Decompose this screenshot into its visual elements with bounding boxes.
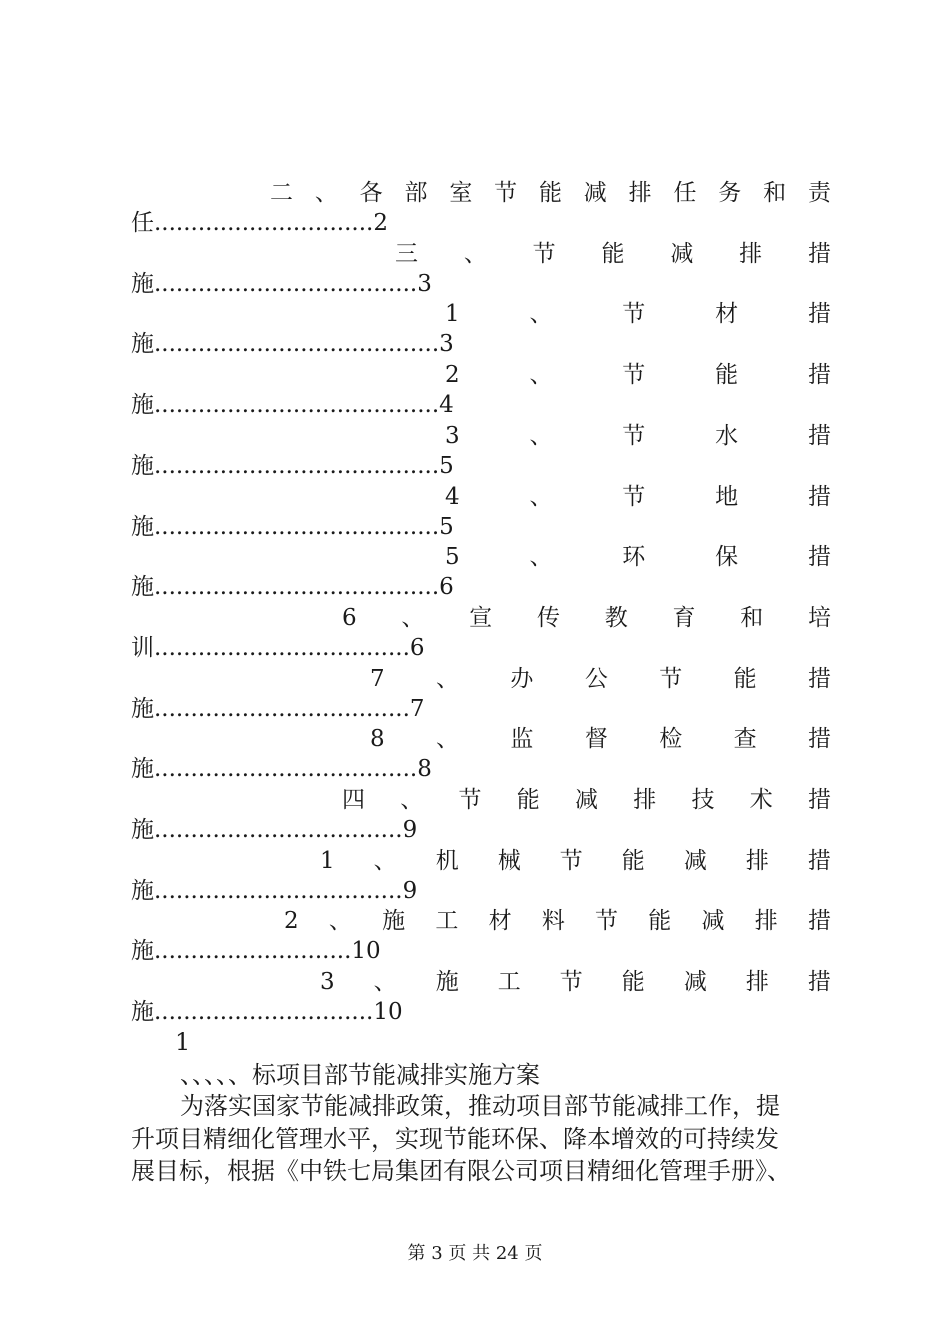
toc-title-char: 节 bbox=[622, 484, 646, 510]
toc-title-char: 1 bbox=[320, 848, 335, 874]
toc-title-char: 保 bbox=[715, 544, 739, 570]
toc-title-char: 、 bbox=[529, 362, 553, 388]
toc-title-char: 7 bbox=[370, 666, 385, 692]
toc-title-char: 能 bbox=[733, 666, 757, 692]
toc-title-char: 务 bbox=[718, 180, 742, 206]
toc-title-char: 节 bbox=[532, 241, 556, 267]
toc-title-char: 材 bbox=[715, 301, 739, 327]
toc-title-char: 减 bbox=[683, 969, 707, 995]
toc-title-char: 检 bbox=[659, 726, 683, 752]
toc-entry-title[interactable] bbox=[370, 664, 831, 694]
toc-title-char: 宣 bbox=[469, 605, 493, 631]
toc-title-char: 传 bbox=[536, 605, 560, 631]
body-paragraph-line-2: 升项目精细化管理水平，实现节能环保、降本增效的可持续发 bbox=[131, 1125, 779, 1153]
toc-title-char: 、 bbox=[529, 484, 553, 510]
toc-title-char: 措 bbox=[808, 787, 831, 813]
toc-entry-title[interactable] bbox=[445, 360, 831, 390]
toc-entry-leader[interactable]: 施..................................9 bbox=[131, 817, 418, 843]
toc-title-char: 责 bbox=[807, 180, 831, 206]
toc-entry-title[interactable] bbox=[342, 785, 831, 815]
toc-title-char: 、 bbox=[401, 605, 425, 631]
toc-entry-leader[interactable]: 施....................................8 bbox=[131, 756, 432, 782]
toc-title-char: 节 bbox=[494, 180, 518, 206]
toc-title-char: 办 bbox=[510, 666, 534, 692]
page-footer: 第 3 页 共 24 页 bbox=[407, 1243, 543, 1264]
toc-title-char: 排 bbox=[754, 908, 778, 934]
toc-title-char: 8 bbox=[370, 726, 385, 752]
toc-entry-leader[interactable]: 施...........................10 bbox=[131, 938, 381, 964]
toc-entry-leader[interactable]: 施....................................3 bbox=[131, 271, 432, 297]
toc-title-char: 减 bbox=[670, 241, 694, 267]
toc-title-char: 能 bbox=[621, 848, 645, 874]
page-number-line: 1 bbox=[175, 1028, 191, 1056]
toc-title-char: 培 bbox=[808, 605, 831, 631]
toc-entry-title[interactable] bbox=[445, 482, 831, 512]
toc-entry-title[interactable] bbox=[395, 239, 831, 269]
toc-title-char: 、 bbox=[400, 787, 424, 813]
toc-title-char: 排 bbox=[628, 180, 652, 206]
toc-title-char: 施 bbox=[435, 969, 459, 995]
toc-title-char: 材 bbox=[488, 908, 512, 934]
toc-title-char: 地 bbox=[715, 484, 739, 510]
toc-title-char: 5 bbox=[445, 544, 460, 570]
toc-title-char: 措 bbox=[807, 484, 831, 510]
toc-title-char: 督 bbox=[584, 726, 608, 752]
toc-entry-title[interactable] bbox=[342, 603, 831, 633]
toc-entry-leader[interactable]: 施.......................................5 bbox=[131, 514, 454, 540]
toc-title-char: 和 bbox=[763, 180, 787, 206]
toc-title-char: 措 bbox=[807, 241, 831, 267]
toc-title-char: 节 bbox=[622, 301, 646, 327]
toc-title-char: 、 bbox=[373, 848, 397, 874]
toc-entry-title[interactable] bbox=[445, 542, 831, 572]
toc-title-char: 能 bbox=[715, 362, 739, 388]
toc-title-char: 能 bbox=[601, 241, 625, 267]
toc-title-char: 3 bbox=[320, 969, 335, 995]
toc-title-char: 减 bbox=[683, 848, 707, 874]
toc-title-char: 减 bbox=[575, 787, 598, 813]
toc-title-char: 机 bbox=[435, 848, 459, 874]
toc-title-char: 、 bbox=[373, 969, 397, 995]
toc-entry-title[interactable] bbox=[320, 846, 831, 876]
toc-title-char: 2 bbox=[445, 362, 460, 388]
toc-title-char: 室 bbox=[449, 180, 473, 206]
body-paragraph-line-3: 展目标，根据《中铁七局集团有限公司项目精细化管理手册》、 bbox=[131, 1157, 791, 1185]
toc-entry-title[interactable] bbox=[284, 906, 831, 936]
toc-title-char: 工 bbox=[497, 969, 521, 995]
toc-title-char: 和 bbox=[740, 605, 764, 631]
document-heading: 、、、、、标项目部节能减排实施方案 bbox=[180, 1061, 540, 1089]
toc-title-char: 排 bbox=[745, 969, 769, 995]
toc-title-char: 施 bbox=[382, 908, 406, 934]
toc-title-char: 各 bbox=[359, 180, 383, 206]
toc-entry-title[interactable] bbox=[445, 299, 831, 329]
toc-entry-leader[interactable]: 施.......................................3 bbox=[131, 331, 454, 357]
toc-title-char: 查 bbox=[733, 726, 757, 752]
toc-entry-title[interactable] bbox=[320, 967, 831, 997]
toc-title-char: 节 bbox=[559, 848, 583, 874]
toc-entry-leader[interactable]: 施.......................................6 bbox=[131, 574, 454, 600]
toc-title-char: 、 bbox=[436, 666, 460, 692]
toc-title-char: 能 bbox=[516, 787, 540, 813]
toc-title-char: 2 bbox=[284, 908, 299, 934]
toc-title-char: 工 bbox=[435, 908, 459, 934]
toc-title-char: 措 bbox=[807, 544, 831, 570]
toc-title-char: 6 bbox=[342, 605, 357, 631]
toc-title-char: 能 bbox=[648, 908, 672, 934]
toc-title-char: 监 bbox=[510, 726, 534, 752]
toc-title-char: 水 bbox=[715, 423, 739, 449]
toc-title-char: 环 bbox=[622, 544, 646, 570]
toc-title-char: 节 bbox=[659, 666, 683, 692]
toc-title-char: 节 bbox=[559, 969, 583, 995]
toc-title-char: 四 bbox=[342, 787, 365, 813]
toc-title-char: 、 bbox=[529, 544, 553, 570]
toc-title-char: 措 bbox=[807, 666, 831, 692]
toc-title-char: 技 bbox=[691, 787, 715, 813]
toc-title-char: 部 bbox=[404, 180, 428, 206]
toc-entry-leader[interactable]: 施...................................7 bbox=[131, 696, 425, 722]
toc-title-char: 排 bbox=[745, 848, 769, 874]
toc-title-char: 术 bbox=[749, 787, 773, 813]
toc-title-char: 能 bbox=[621, 969, 645, 995]
toc-title-char: 任 bbox=[673, 180, 697, 206]
toc-title-char: 、 bbox=[529, 423, 553, 449]
toc-title-char: 排 bbox=[633, 787, 657, 813]
toc-title-char: 三 bbox=[395, 241, 418, 267]
body-paragraph-line-1: 为落实国家节能减排政策，推动项目部节能减排工作，提 bbox=[180, 1092, 780, 1120]
toc-title-char: 教 bbox=[604, 605, 628, 631]
toc-title-char: 减 bbox=[583, 180, 607, 206]
toc-title-char: 节 bbox=[458, 787, 482, 813]
toc-title-char: 措 bbox=[807, 362, 831, 388]
toc-entry-leader[interactable]: 施.......................................5 bbox=[131, 453, 454, 479]
toc-title-char: 1 bbox=[445, 301, 460, 327]
toc-entry-leader[interactable]: 施..............................10 bbox=[131, 999, 403, 1025]
toc-title-char: 4 bbox=[445, 484, 460, 510]
toc-title-char: 、 bbox=[529, 301, 553, 327]
toc-title-char: 节 bbox=[595, 908, 619, 934]
toc-title-char: 3 bbox=[445, 423, 460, 449]
toc-title-char: 措 bbox=[807, 726, 831, 752]
toc-title-char: 、 bbox=[314, 180, 338, 206]
toc-title-char: 、 bbox=[436, 726, 460, 752]
toc-entry-leader[interactable]: 任..............................2 bbox=[131, 210, 388, 236]
toc-title-char: 节 bbox=[622, 362, 646, 388]
toc-title-char: 、 bbox=[463, 241, 487, 267]
toc-title-char: 械 bbox=[497, 848, 521, 874]
toc-title-char: 节 bbox=[622, 423, 646, 449]
toc-title-char: 二 bbox=[270, 180, 293, 206]
toc-entry-leader[interactable]: 训...................................6 bbox=[131, 635, 425, 661]
toc-entry-title[interactable] bbox=[445, 421, 831, 451]
toc-title-char: 措 bbox=[807, 908, 831, 934]
toc-title-char: 能 bbox=[538, 180, 562, 206]
toc-title-char: 排 bbox=[739, 241, 763, 267]
toc-title-char: 公 bbox=[584, 666, 608, 692]
toc-title-char: 减 bbox=[701, 908, 725, 934]
toc-title-char: 措 bbox=[807, 301, 831, 327]
toc-entry-leader[interactable]: 施..................................9 bbox=[131, 878, 418, 904]
toc-entry-title[interactable] bbox=[370, 724, 831, 754]
toc-title-char: 育 bbox=[672, 605, 696, 631]
toc-title-char: 料 bbox=[541, 908, 565, 934]
toc-title-char: 措 bbox=[807, 848, 831, 874]
toc-entry-title[interactable] bbox=[270, 178, 831, 208]
toc-title-char: 措 bbox=[807, 423, 831, 449]
toc-title-char: 措 bbox=[807, 969, 831, 995]
toc-title-char: 、 bbox=[328, 908, 352, 934]
toc-entry-leader[interactable]: 施.......................................4 bbox=[131, 392, 454, 418]
